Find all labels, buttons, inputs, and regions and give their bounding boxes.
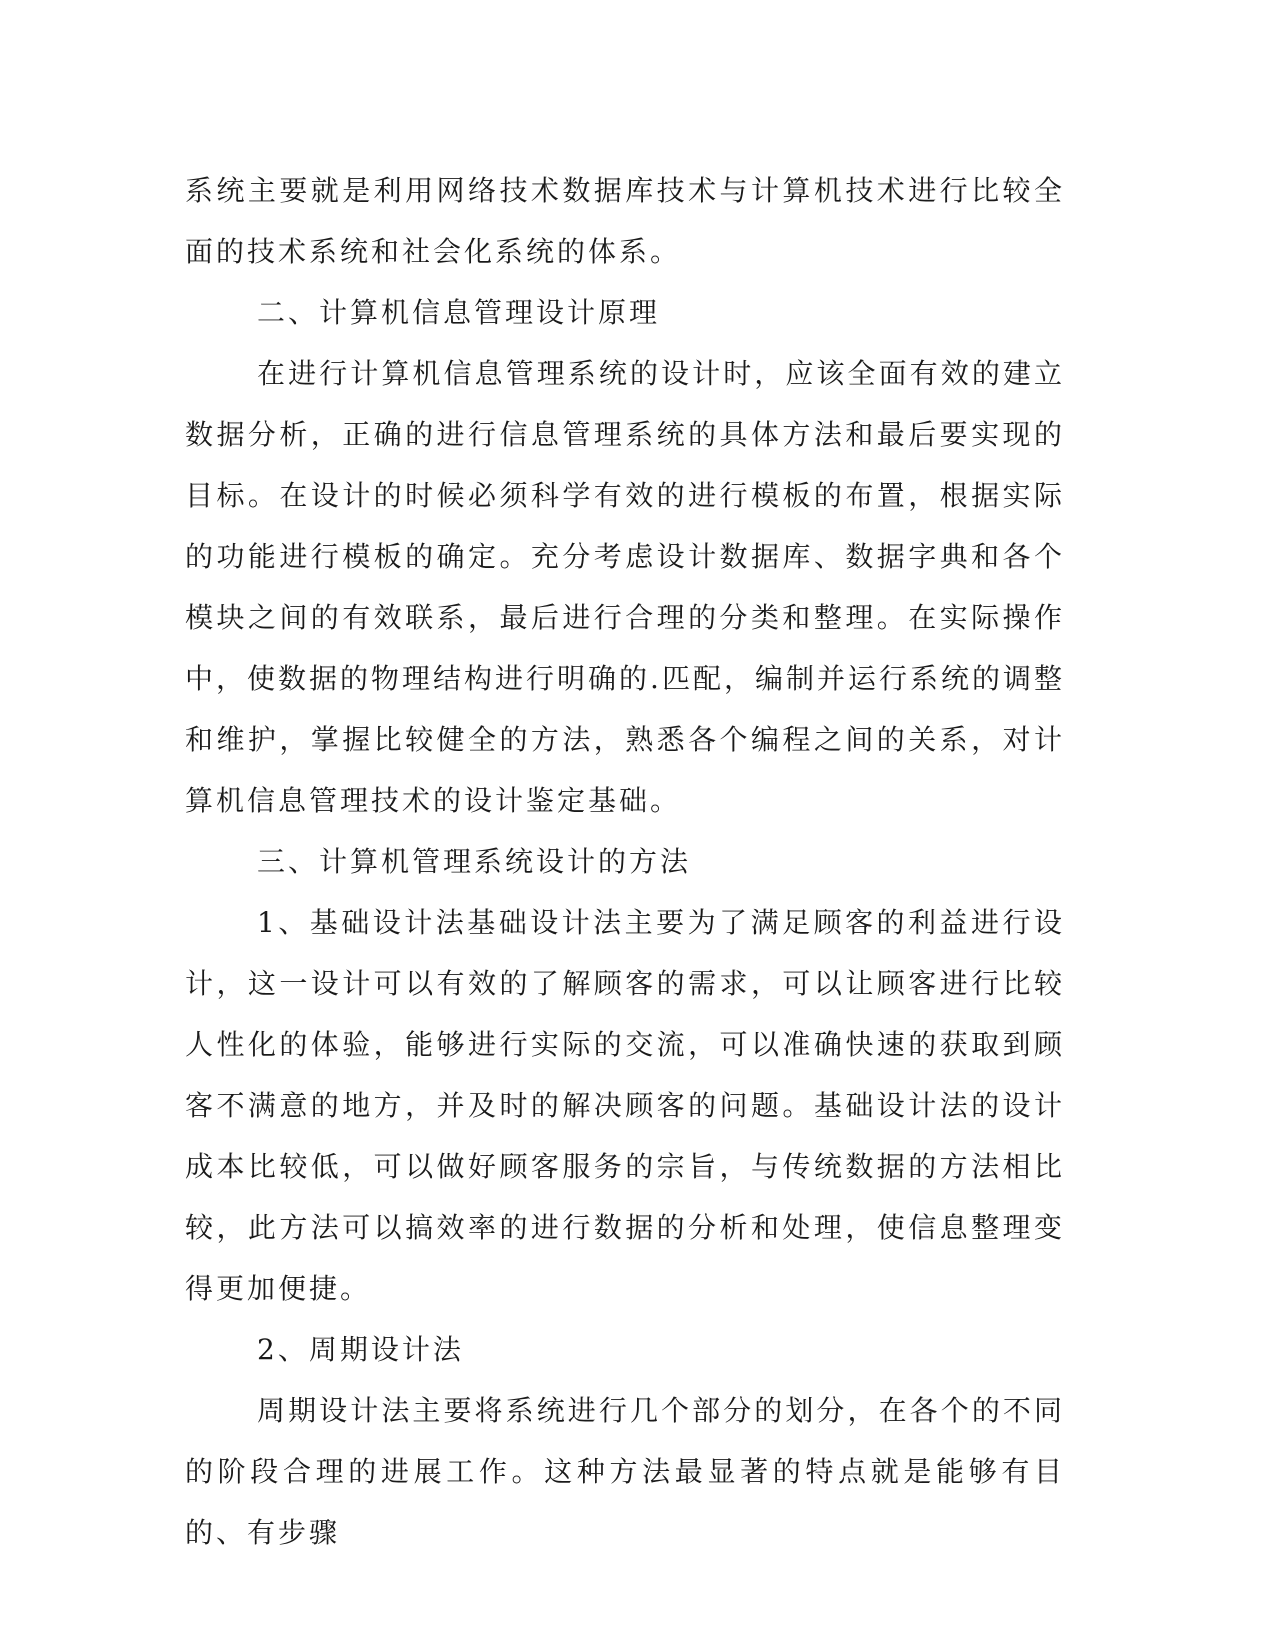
document-body [185, 160, 1065, 1563]
paragraph-design-principles: 在进行计算机信息管理系统的设计时，应该全面有效的建立数据分析，正确的进行信息管理系统的具体方法和最后要实现的目标。在设计的时候必须科学有效的进行模板的布置，根据实际的功能进行模板的确定。充分考虑设计数据库、数据字典和各个模块之间的有效联系，最后进行合理的分类和整理。在实际操作中，使数据的物理结构进行明确的.匹配，编制并运行系统的调整和维护，掌握比较健全的方法，熟悉各个编程之间的关系，对计算机信息管理技术的设计鉴定基础。 [185, 357, 1065, 817]
paragraph-intro-tail: 系统主要就是利用网络技术数据库技术与计算机技术进行比较全面的技术系统和社会化系统的体系。 [185, 174, 1065, 268]
paragraph-basic-design-method: 1、基础设计法基础设计法主要为了满足顾客的利益进行设计，这一设计可以有效的了解顾客的需求，可以让顾客进行比较人性化的体验，能够进行实际的交流，可以准确快速的获取到顾客不满意的地方，并及时的解决顾客的问题。基础设计法的设计成本比较低，可以做好顾客服务的宗旨，与传统数据的方法相比较，此方法可以搞效率的进行数据的分析和处理，使信息整理变得更加便捷。 [185, 906, 1065, 1305]
section-heading-design-principles: 二、计算机信息管理设计原理 [257, 296, 661, 329]
subheading-cycle-design-method: 2、周期设计法 [257, 1333, 464, 1366]
paragraph-cycle-design-method: 周期设计法主要将系统进行几个部分的划分，在各个的不同的阶段合理的进展工作。这种方法最显著的特点就是能够有目的、有步骤 [185, 1394, 1065, 1549]
section-heading-design-methods: 三、计算机管理系统设计的方法 [257, 845, 692, 878]
